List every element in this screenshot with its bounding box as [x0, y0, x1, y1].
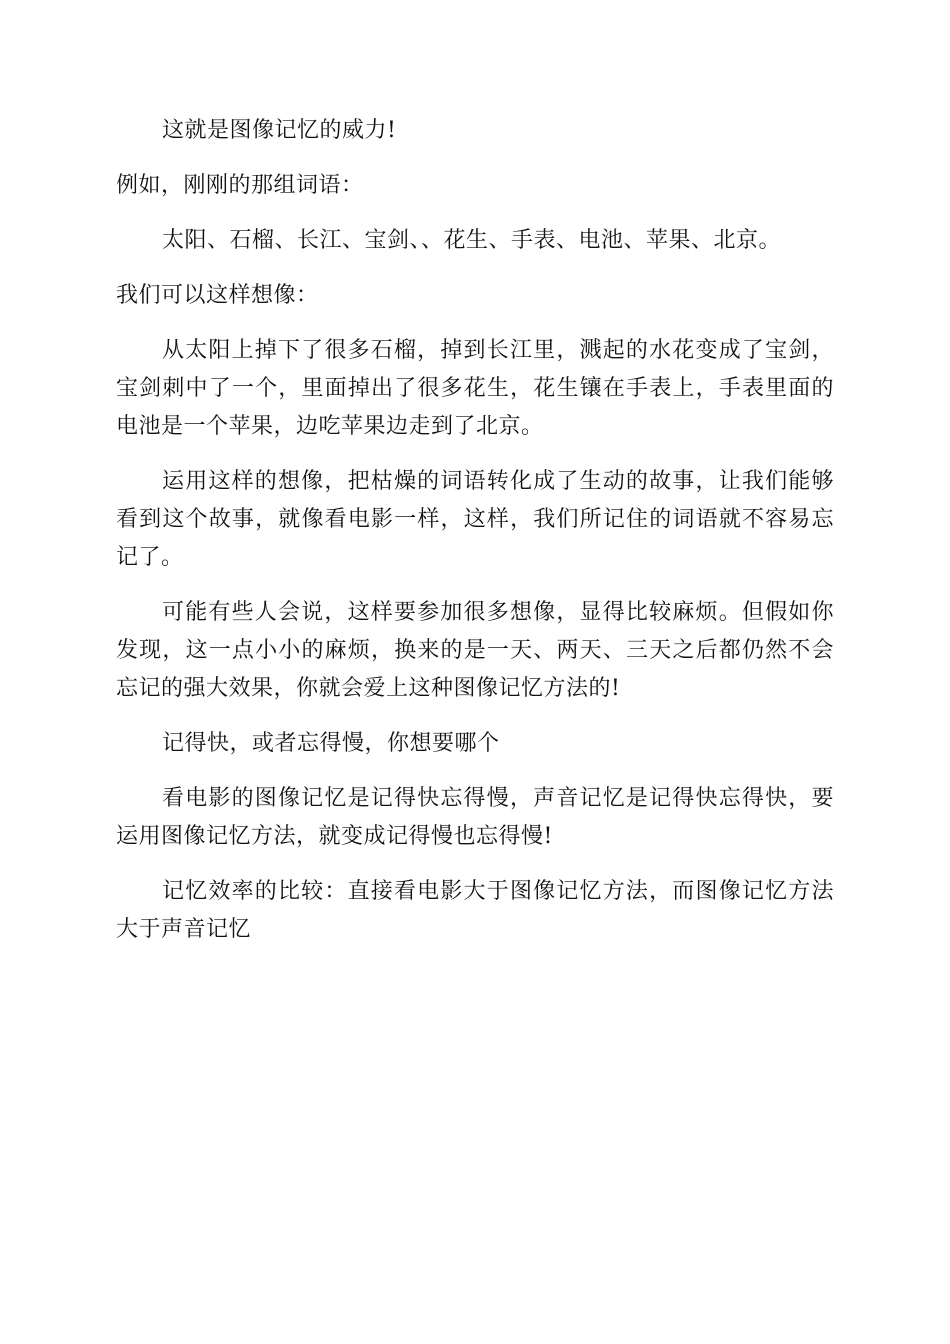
paragraph-7: 可能有些人会说，这样要参加很多想像，显得比较麻烦。但假如你发现，这一点小小的麻烦，换来的是一天、两天、三天之后都仍然不会忘记的强大效果，你就会爱上这种图像记忆方法的!	[116, 600, 834, 701]
paragraph-9: 看电影的图像记忆是记得快忘得慢，声音记忆是记得快忘得快，要运用图像记忆方法，就变成记得慢也忘得慢!	[116, 786, 834, 849]
paragraph-5: 从太阳上掉下了很多石榴，掉到长江里，溅起的水花变成了宝剑，宝剑刺中了一个，里面掉出了很多花生，花生镶在手表上，手表里面的电池是一个苹果，边吃苹果边走到了北京。	[116, 338, 834, 439]
paragraph-1: 这就是图像记忆的威力!	[162, 118, 397, 143]
paragraph-8: 记得快，或者忘得慢，你想要哪个	[162, 731, 500, 756]
paragraph-10: 记忆效率的比较：直接看电影大于图像记忆方法，而图像记忆方法大于声音记忆	[116, 879, 834, 942]
document-body	[116, 112, 834, 966]
paragraph-3: 太阳、石榴、长江、宝剑、、花生、手表、电池、苹果、北京。	[162, 228, 782, 253]
paragraph-6: 运用这样的想像，把枯燥的词语转化成了生动的故事，让我们能够看到这个故事，就像看电影一样，这样，我们所记住的词语就不容易忘记了。	[116, 469, 834, 570]
paragraph-2: 例如，刚刚的那组词语：	[116, 173, 364, 198]
paragraph-4: 我们可以这样想像：	[116, 283, 319, 308]
